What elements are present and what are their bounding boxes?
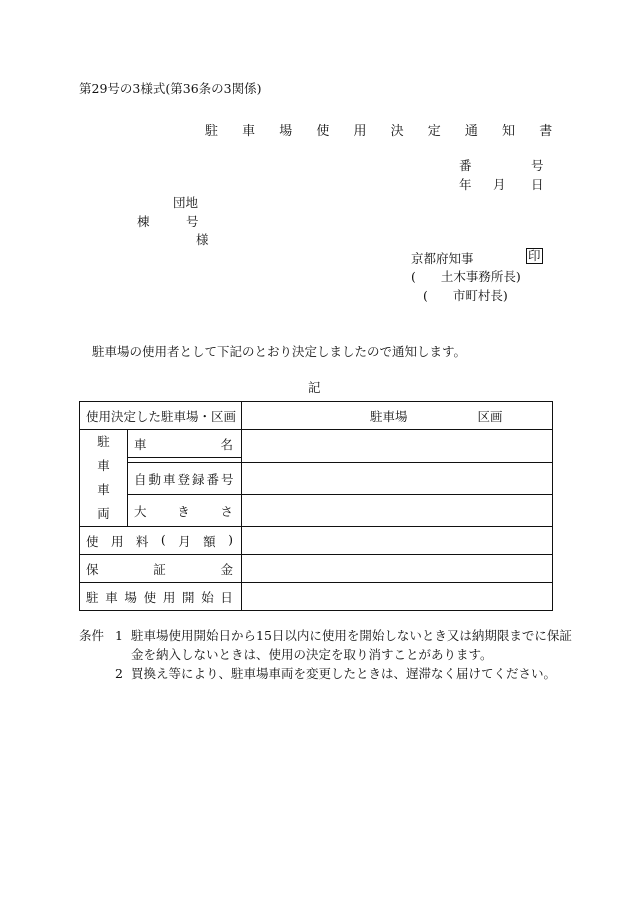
date-day: 日	[531, 177, 544, 192]
registration-number-label: 自動車登録番号	[128, 463, 242, 495]
start-date-label	[80, 583, 242, 611]
label-part: 駐	[86, 589, 99, 605]
label-part: 日	[220, 589, 233, 605]
label-part: 車	[105, 589, 118, 605]
date-month: 月	[493, 177, 506, 192]
note-number: 2	[115, 666, 123, 681]
note-number: 1	[115, 628, 123, 643]
issuer-office-chief: ( 土木事務所長)	[411, 269, 521, 284]
deposit-label	[80, 555, 242, 583]
label-part: (	[160, 531, 166, 547]
label-part: 料	[135, 533, 149, 549]
lot-label: 駐車場	[370, 408, 408, 424]
table-row	[80, 463, 553, 495]
date-year: 年	[459, 177, 472, 192]
label-part: 月	[178, 533, 191, 549]
ki-heading: 記	[308, 380, 321, 395]
vehicle-char: 車	[97, 458, 110, 473]
label-part: き	[177, 503, 190, 519]
label-part: 開	[182, 589, 195, 605]
lot-section-value	[242, 402, 553, 430]
note-item-1	[79, 626, 572, 645]
label-part: 使	[86, 533, 99, 549]
section-label: 区画	[477, 408, 503, 424]
vehicle-size-value	[242, 495, 553, 527]
label-part: 用	[162, 589, 176, 605]
addressee-danchi: 団地	[173, 195, 199, 210]
notice-body-text: 駐車場の使用者として下記のとおり決定しましたので通知します。	[92, 344, 467, 359]
addressee-building: 棟	[137, 214, 150, 229]
table-row	[80, 495, 553, 527]
label-part: 金	[220, 561, 233, 577]
deposit-value	[242, 555, 553, 583]
usage-fee-label	[80, 527, 242, 555]
form-number: 第29号の3様式(第36条の3関係)	[79, 81, 262, 96]
number-label-ban: 番	[459, 158, 472, 173]
lot-section-label: 使用決定した駐車場・区画	[80, 402, 242, 430]
issuer-governor: 京都府知事	[411, 251, 474, 266]
seal-label: 印	[528, 248, 541, 263]
label-part: 始	[201, 589, 214, 605]
parking-decision-table	[79, 401, 553, 611]
addressee-sama: 様	[196, 232, 209, 247]
registration-number-value	[242, 463, 553, 495]
document-title: 駐 車 場 使 用 決 定 通 知 書	[205, 124, 563, 139]
addressee-room: 号	[186, 214, 199, 229]
label-part: 用	[110, 533, 124, 549]
label-part: 証	[153, 561, 166, 577]
issuer-mayor: ( 市町村長)	[423, 288, 508, 303]
label-part: 場	[124, 589, 137, 605]
label-part: )	[228, 531, 233, 547]
label-part: さ	[220, 503, 233, 519]
vehicle-size-label	[128, 495, 242, 527]
vehicle-char: 車	[97, 482, 110, 497]
note-item-2	[79, 664, 572, 683]
usage-fee-value	[242, 527, 553, 555]
vehicle-name-value	[242, 430, 553, 463]
table-row	[80, 527, 553, 555]
vehicle-char: 両	[97, 506, 110, 521]
table-row	[80, 555, 553, 583]
notes-heading: 条件	[79, 628, 105, 643]
start-date-value	[242, 583, 553, 611]
vehicle-char: 駐	[97, 434, 110, 449]
conditions-notes	[79, 626, 572, 683]
label-part: 車	[134, 436, 147, 452]
table-row	[80, 402, 553, 430]
table-row	[80, 430, 553, 463]
label-part: 保	[86, 561, 99, 577]
note-text-continued: 金を納入しないときは、使用の決定を取り消すことがあります。	[131, 647, 493, 662]
number-label-go: 号	[531, 158, 544, 173]
table-row	[80, 583, 553, 611]
label-part: 額	[203, 533, 216, 549]
note-text: 買換え等により、駐車場車両を変更したときは、遅滞なく届けてください。	[131, 666, 557, 681]
label-part: 使	[143, 589, 157, 605]
vehicle-name-label	[128, 430, 241, 458]
note-text: 駐車場使用開始日から15日以内に使用を開始しないとき又は納期限までに保証	[131, 628, 572, 643]
vehicle-group-label	[80, 430, 128, 527]
seal-box	[526, 248, 543, 264]
label-part: 名	[220, 436, 233, 452]
label-part: 大	[134, 503, 147, 519]
